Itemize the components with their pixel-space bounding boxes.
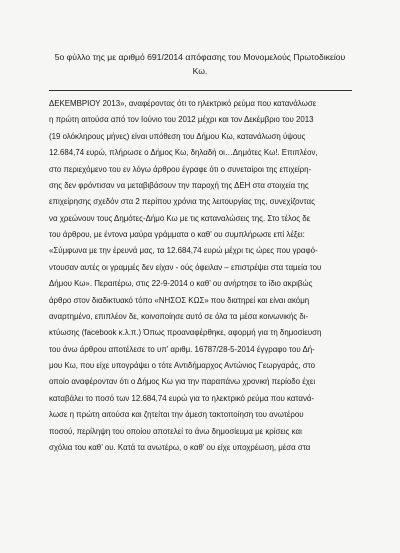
text-line: (19 ολόκληρους μήνες) είναι υπόθεση του Δήμου Κω, κατανάλωση ύψους xyxy=(49,131,306,141)
text-line: η πρώτη αιτούσα από τον Ιούνιο του 2012 μέχρι και τον Δεκέμβριο του 2013 xyxy=(49,115,314,125)
header-line-2: Κω. xyxy=(192,66,208,76)
text-line: 12.684,74 ευρώ, πλήρωσε ο Δήμος Κω, δηλαδή οι…Δημότες Κω!. Επιπλέον, xyxy=(49,148,318,158)
text-line: οποίο αναφέρονταν ότι ο Δήμος Κω για την παραπάνω χρονική περίοδο έχει xyxy=(49,377,316,387)
text-line: ΔΕΚΕΜΒΡΙΟΥ 2013», αναφέροντας ότι το ηλεκτρικό ρεύμα που κατανάλωσε xyxy=(49,99,317,108)
text-line: ποσού, περίληψη του οποίου αποτελεί το άνω δημοσίευμα με κρίσεις και xyxy=(49,426,302,436)
header-line-1: 5ο φύλλο της με αριθμό 691/2014 απόφασης του Μονομελούς Πρωτοδικείου xyxy=(54,52,346,62)
text-line: επιχείρησης σχεδόν στα 2 περίπου χρόνια της λειτουργίας της, συνεχίζοντας xyxy=(49,197,315,207)
text-line: να χρεώνουν τους Δημότες-Δήμο Κω με τις καταναλώσεις της. Στο τέλος δε xyxy=(49,213,311,223)
body-text xyxy=(49,96,360,456)
text-line: καταβάλει το ποσό των 12.684,74 ευρώ για το ηλεκτρικό ρεύμα που κατανά- xyxy=(49,393,315,403)
header-divider xyxy=(49,90,352,91)
text-line: του άνω άρθρου αποτέλεσε το υπ’ αριθμ. 16787/28-5-2014 έγγραφο του Δή- xyxy=(49,344,315,354)
text-line: κτύωσης (facebook κ.λ.π.) Όπως προαναφέρθηκε, αφορμή για τη δημοσίευση xyxy=(49,328,322,338)
text-line: Δήμου Κω». Περαιτέρω, στις 22-9-2014 ο καθ’ ου ανήρτησε το ίδιο ακριβώς xyxy=(49,279,313,289)
text-line: μου Κω, που είχε υπογράψει ο τότε Αντιδήμαρχος Αντώνιος Γεωργαράς, στο xyxy=(49,361,316,370)
text-line: άρθρο στον διαδικτυακό τόπο «ΝΗΣΟΣ ΚΩΣ» που διατηρεί και είναι ακόμη xyxy=(49,295,310,305)
text-line: λωσε η πρώτη αιτούσα και ζητείται την άμεση τακτοποίηση του ανωτέρου xyxy=(49,410,304,420)
page-header xyxy=(40,50,360,78)
text-line: σης δεν φρόντισαν να μεταβιβάσουν την παροχή της ΔΕΗ στα στοιχεία της xyxy=(49,180,309,190)
text-line: ντουσαν αυτές οι γραμμές δεν είχαν - ούς όφειλαν – επιστρέψει στα ταμεία του xyxy=(49,262,322,272)
text-line: σχόλια του καθ’ ου. Κατά τα ανωτέρω, ο καθ’ ου είχε υποχρέωση, μέσα στα xyxy=(49,442,311,452)
text-line: «Σύμφωνα με την έρευνά μας, τα 12.684,74 ευρώ μέχρι τις ώρες που γραφό- xyxy=(49,246,318,256)
text-line: του άρθρου, με έντονα μαύρα γράμματα ο καθ’ ου συμπλήρωσε επί λέξει: xyxy=(49,230,305,239)
text-line: αναρτημένο, επιπλέον δε, κοινοποίησε αυτό σε όλα τα μέσα κοινωνικής δι- xyxy=(49,311,309,321)
text-line: στο περιεχόμενο του εν λόγω άρθρου έγραφε ότι ο συνεταίροι της επιχείρη- xyxy=(49,164,312,174)
